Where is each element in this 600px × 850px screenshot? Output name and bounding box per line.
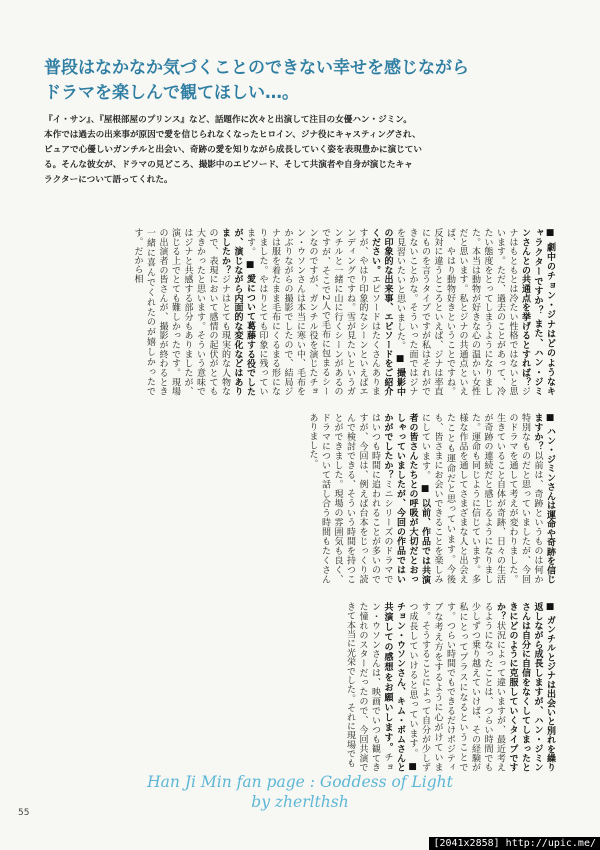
image-host-stamp: [2041x2858] http://upic.me/ — [429, 837, 600, 850]
intro-paragraph — [44, 113, 564, 188]
answer: 状況によって違いますが、最近考えるようになったことは、つらい時間でも少しずつ乗り越えていけば、その経験が私にとってプラスになるということです。つらい時間でもできるだけポジティブな考え方をするように心がけています。そうすることによって自分が少しずつ成長していけると思っています。 — [407, 602, 505, 772]
answer: ジナはとても現実的な人物なので、表現において感情の起伏がとても大きかったと思います。そういう意味ではジナと共感する部分もありましたが、演じる上でとても難しかったです。現場の出演者の皆さんが、撮影が終わるとき一緒に喜んでくれたのが嬉しかったです。だから相 — [132, 228, 230, 396]
page-number: 55 — [18, 808, 30, 818]
answer: エピソードはたくさんありますが、やはり印象的なシーンといえばエンディングですね。雪が見たいというガンチルと一緒に山に行くシーンがあるのですが、そこで2人で毛布に包まるシーンなのですが、ガンチル役を演じたチョン・ウソンさんは本当に寒い中、毛布をかぶりながらの撮影でしたので、結局ジナは服を着たまま毛布にくるまる形になりました。やはりとても印象に残っています。 — [245, 228, 380, 396]
intro-line: 『イ・サン』、『屋根部屋のプリンス』など、話題作に次々と出演して注目の女優ハン・ジミン。 — [44, 115, 412, 125]
answer: ジナはもともとは冷たい性格ではないと思います。ただ、過去のことがあって、冷たい態度をとってしまうようになりました。本当は動物が好きな心の温かい女性だと思います。私とジナの共通点といえば、やはり動物好きということですね。反対に違うところといえば、ジナは率直にものを言うタイプですが私はそれができないことかな。そういった面ではジナを見習いたいと思いました。 — [395, 228, 530, 396]
interview-tier-2 — [44, 413, 556, 584]
qa-block — [408, 602, 556, 772]
question: ■ ハン・ジミンさんは運命や奇跡を信じますか？ — [532, 413, 555, 584]
qa-block — [308, 413, 431, 584]
question: ■ 撮影中の印象的な出来事、エピソードをご紹介ください。 — [370, 228, 405, 396]
credit-line-2: by zherlthsh — [251, 793, 349, 811]
qa-block — [245, 228, 405, 396]
answer: ミニシリーズのドラマではいつも時間に追われることが多いのですが、今回は、例えば台本をじっくり読んで検討できる、そういう時間を持つことができました。現場の雰囲気も良く、ドラマについて話し合う時間もたくさんありました。 — [307, 413, 393, 584]
qa-block — [395, 228, 555, 396]
credit-line-1: Han Ji Min fan page : Goddess of Light — [147, 773, 453, 791]
answer: 以前は、奇跡というものは何か特別なものだと思っていましたが、今回のドラマを通して考えが変わりました。生きていること自体が奇跡、日々の生活が奇跡の連続だと感じるようになりました。運命も同じように信じています。多様な作品を通してさまざまな人と出会えたことも運命だと思っています。今後も、皆さまにお会いできることを楽しみにしています。 — [420, 413, 543, 584]
qa-block — [133, 228, 256, 396]
question: ■ ガンチルとジナは出会いと別れを繰り返しながら成長しますが、ハン・ジミンさんは自分に自信をなくしてしまったときにどのように克服していくタイプですか？ — [495, 602, 555, 772]
intro-line: 本作では過去の出来事が原因で愛を信じられなくなったヒロイン、ジナ役にキャスティングされ、 — [44, 130, 421, 140]
fanpage-credit — [0, 772, 600, 812]
question: ■ チョン・ウソンさん、キム・ボムさんと共演しての感想をお願いします。 — [382, 602, 418, 772]
page-title — [44, 56, 564, 106]
question: ■ 以前、作品では共演者の皆さんたちとの呼吸が大切だとおっしゃっていましたが、今回の作品ではいかがでしたか？ — [382, 413, 430, 584]
question: ■ 愛について葛藤する役でしたが、演じながら内面的な変化などはありましたか？ — [220, 228, 255, 396]
intro-line: る。そんな彼女が、ドラマの見どころ、撮影中のエピソード、そして共演者や自身が演じたキャ — [44, 160, 413, 170]
title-line-1: 普段はなかなか気づくことのできない幸せを感じながら — [44, 58, 469, 78]
interview-tier-3 — [44, 602, 556, 772]
question: ■ 劇中のチョン・ジナはどのようなキャラクターですか？ また、ハン・ジミンさんとの共通点を挙げるとすれば？ — [520, 228, 555, 396]
qa-block — [420, 413, 555, 584]
intro-line: ピュアで心優しいガンチルと出会い、奇跡の愛を知りながら成長していく姿を表現豊かに演じてい — [44, 145, 422, 155]
intro-line: ラクターについて語ってくれた。 — [44, 175, 173, 185]
title-line-2: ドラマを楽しんで観てほしい…。 — [44, 83, 299, 103]
answer: チョン・ウソンさんは、映画でいつも観てきた憧れのスターだったので、今回共演できて本当に光栄でした。それに現場でも — [345, 602, 393, 772]
interview-tier-1 — [44, 228, 556, 396]
